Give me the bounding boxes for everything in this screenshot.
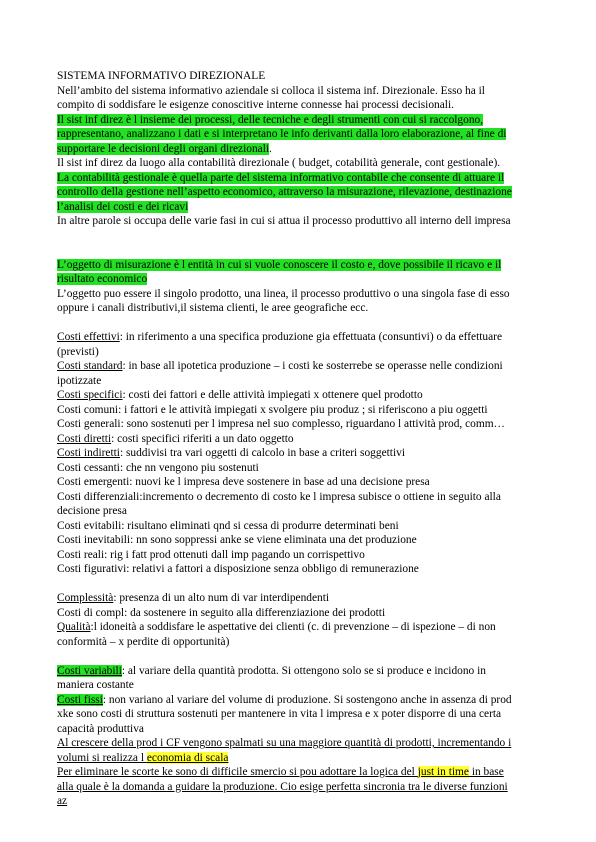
text-segment: Costi reali: rig i fatt prod ottenuti dall imp pagando un corrispettivo	[57, 548, 365, 561]
text-segment: :l idoneità a soddisfare le aspettative dei clienti (c. di prevenzione – di ispezione – di non	[90, 621, 496, 633]
highlighted-text: Costi variabili	[57, 664, 122, 677]
underlined-term: Qualità	[57, 621, 91, 633]
text-segment: : suddivisi tra vari oggetti di calcolo in base a criteri soggettivi	[119, 447, 405, 459]
text-line	[57, 635, 539, 650]
text-line	[57, 272, 539, 287]
text-segment: Costi cessanti: che nn vengono piu sostenuti	[57, 461, 259, 474]
text-segment: Costi inevitabili: nn sono soppressi anke se viene eliminata una det produzione	[57, 534, 417, 546]
text-line	[57, 591, 539, 606]
text-segment: .	[269, 142, 272, 155]
highlighted-text: economia di scala	[146, 751, 229, 764]
underlined-term: Complessità	[57, 592, 114, 604]
text-line	[57, 780, 539, 795]
text-segment: In altre parole si occupa delle varie fasi in cui si attua il processo produttivo all interno dell impresa	[57, 215, 511, 227]
text-segment: : non variano al variare del volume di produzione. Si sostengono anche in assenza di prod	[102, 693, 512, 706]
document-page	[57, 69, 539, 809]
text-line	[57, 330, 539, 345]
text-segment: : presenza di un alto num di var interdipendenti	[113, 592, 330, 604]
text-line	[57, 200, 539, 215]
text-segment: Nell’ambito del sistema informativo aziendale si colloca il sistema inf. Direzionale. Esso ha il	[57, 84, 485, 97]
highlighted-text: L’oggetto di misurazione è l entità in cui si vuole conoscere il costo e, dove possibile il ricavo e il	[57, 258, 502, 271]
text-segment: : costi specifici riferiti a un dato oggetto	[111, 432, 294, 445]
text-segment: conformità – x perdite di opportunità)	[57, 635, 230, 648]
text-segment: Costi emergenti: nuovi ke l impresa deve sostenere in base ad una decisione presa	[57, 476, 430, 488]
highlighted-text: Il sist inf direz è l insieme dei processi, delle tecniche e degli strumenti con cui si raccolgono,	[57, 113, 484, 126]
text-segment: Costi comuni: i fattori e le attività impiegati x svolgere piu produz ; si riferiscono a piu oggetti	[57, 403, 488, 416]
text-line	[57, 765, 539, 780]
text-line	[57, 214, 539, 229]
underlined-term: Per eliminare le scorte ke sono di difficile smercio si pou adottare la logica del	[57, 766, 418, 778]
blank-line	[57, 649, 539, 664]
text-segment: (previsti)	[57, 345, 99, 358]
text-line	[57, 519, 539, 534]
text-line	[57, 533, 539, 548]
text-line	[57, 446, 539, 461]
text-segment: maniera costante	[57, 679, 134, 691]
highlighted-text: rappresentano, analizzano i dati e si interpretano le info derivanti dalla loro elaborazione, al fine di	[57, 128, 507, 140]
text-line	[57, 417, 539, 432]
text-line	[57, 388, 539, 403]
text-line	[57, 345, 539, 360]
text-line	[57, 664, 539, 679]
highlighted-text: risultato economico	[57, 273, 148, 285]
text-line	[57, 142, 539, 157]
text-segment: ipotizzate	[57, 374, 102, 387]
underlined-term: Al crescere della prod i CF vengono spalmati su una maggiore quantità di prodotti, incrementando i	[57, 737, 512, 749]
underlined-term: Costi indiretti	[57, 447, 120, 459]
highlighted-text: supportare le decisioni degli organi direzionali	[57, 142, 270, 155]
text-segment: : in riferimento a una specifica produzione gia effettuata (consuntivi) o da effettuare	[119, 331, 503, 343]
text-line	[57, 504, 539, 519]
text-line	[57, 98, 539, 113]
text-segment: Il sist inf direz da luogo alla contabilità direzionale ( budget, cotabilità generale, cont gestionale).	[57, 157, 501, 169]
text-segment: capacità produttiva	[57, 722, 144, 735]
text-segment: oppure i canali distributivi,il sistema clienti, le aree geografiche ecc.	[57, 302, 369, 314]
text-line	[57, 707, 539, 722]
text-line	[57, 301, 539, 316]
text-segment: Costi di compl: da sostenere in seguito alla differenziazione dei prodotti	[57, 606, 386, 619]
text-line	[57, 794, 539, 809]
highlighted-text: Costi fissi	[57, 693, 103, 706]
text-line	[57, 287, 539, 302]
text-line	[57, 432, 539, 447]
text-segment: : costi dei fattori e delle attività impiegati x ottenere quel prodotto	[122, 389, 423, 401]
text-line	[57, 374, 539, 389]
underlined-term: az	[57, 795, 68, 807]
text-line	[57, 620, 539, 635]
underlined-term: Costi effettivi	[57, 331, 120, 343]
text-segment: xke sono costi di struttura sostenuti per mantenere in vita l impresa e x poter disporre di una certa	[57, 708, 502, 720]
underlined-term: volumi si realizza l	[57, 751, 147, 764]
text-segment: Costi generali: sono sostenuti per l impresa nel suo complesso, riguardano l attività prod, comm…	[57, 418, 505, 430]
text-segment: decisione presa	[57, 505, 127, 517]
text-line	[57, 156, 539, 171]
blank-line	[57, 577, 539, 592]
text-line	[57, 185, 539, 200]
text-segment: : in base all ipotetica produzione – i costi ke sosterrebe se operasse nelle condizioni	[122, 360, 503, 372]
underlined-term: in base	[468, 766, 504, 778]
highlighted-text: l’analisi dei costi e dei ricavi	[57, 200, 189, 213]
underlined-term: Costi specifici	[57, 389, 123, 401]
text-segment: SISTEMA INFORMATIVO DIREZIONALE	[57, 70, 266, 82]
text-segment: Costi figurativi: relativi a fattori a disposizione senza obbligo di remunerazione	[57, 563, 419, 575]
text-line	[57, 722, 539, 737]
text-line	[57, 678, 539, 693]
underlined-term: Costi diretti	[57, 432, 112, 445]
text-line	[57, 475, 539, 490]
text-line	[57, 359, 539, 374]
text-segment: : al variare della quantità prodotta. Si ottengono solo se si produce e incidono in	[121, 664, 486, 677]
highlighted-text: La contabilità gestionale è quella parte del sistema informativo contabile che consente di attuare il	[57, 171, 505, 184]
underlined-term: alla quale è la domanda a guidare la produzione. Cio esige perfetta sincronia tra le diverse funzioni	[57, 780, 508, 793]
text-line	[57, 171, 539, 186]
text-line	[57, 562, 539, 577]
text-line	[57, 548, 539, 563]
highlighted-text: controllo della gestione nell’aspetto economico, attraverso la misurazione, rilevazione, destinazione	[57, 186, 512, 198]
text-segment: compito di soddisfare le esigenze conoscitive interne connesse hai processi decisionali.	[57, 99, 454, 111]
text-line	[57, 127, 539, 142]
text-segment: L’oggetto puo essere il singolo prodotto, una linea, il processo produttivo o una singola fase di esso	[57, 287, 510, 300]
text-line	[57, 693, 539, 708]
blank-line	[57, 229, 539, 244]
text-segment: Costi evitabili: risultano eliminati qnd si cessa di produrre determinati beni	[57, 519, 399, 532]
text-line	[57, 461, 539, 476]
text-line	[57, 69, 539, 84]
highlighted-text: just in time	[417, 766, 469, 778]
blank-line	[57, 316, 539, 331]
text-line	[57, 403, 539, 418]
text-line	[57, 84, 539, 99]
underlined-term: Costi standard	[57, 360, 123, 372]
text-line	[57, 258, 539, 273]
text-line	[57, 751, 539, 766]
text-line	[57, 606, 539, 621]
blank-line	[57, 243, 539, 258]
text-line	[57, 736, 539, 751]
text-line	[57, 490, 539, 505]
text-segment: Costi differenziali:incremento o decremento di costo ke l impresa subisce o ottiene in seguito alla	[57, 490, 501, 503]
text-line	[57, 113, 539, 128]
